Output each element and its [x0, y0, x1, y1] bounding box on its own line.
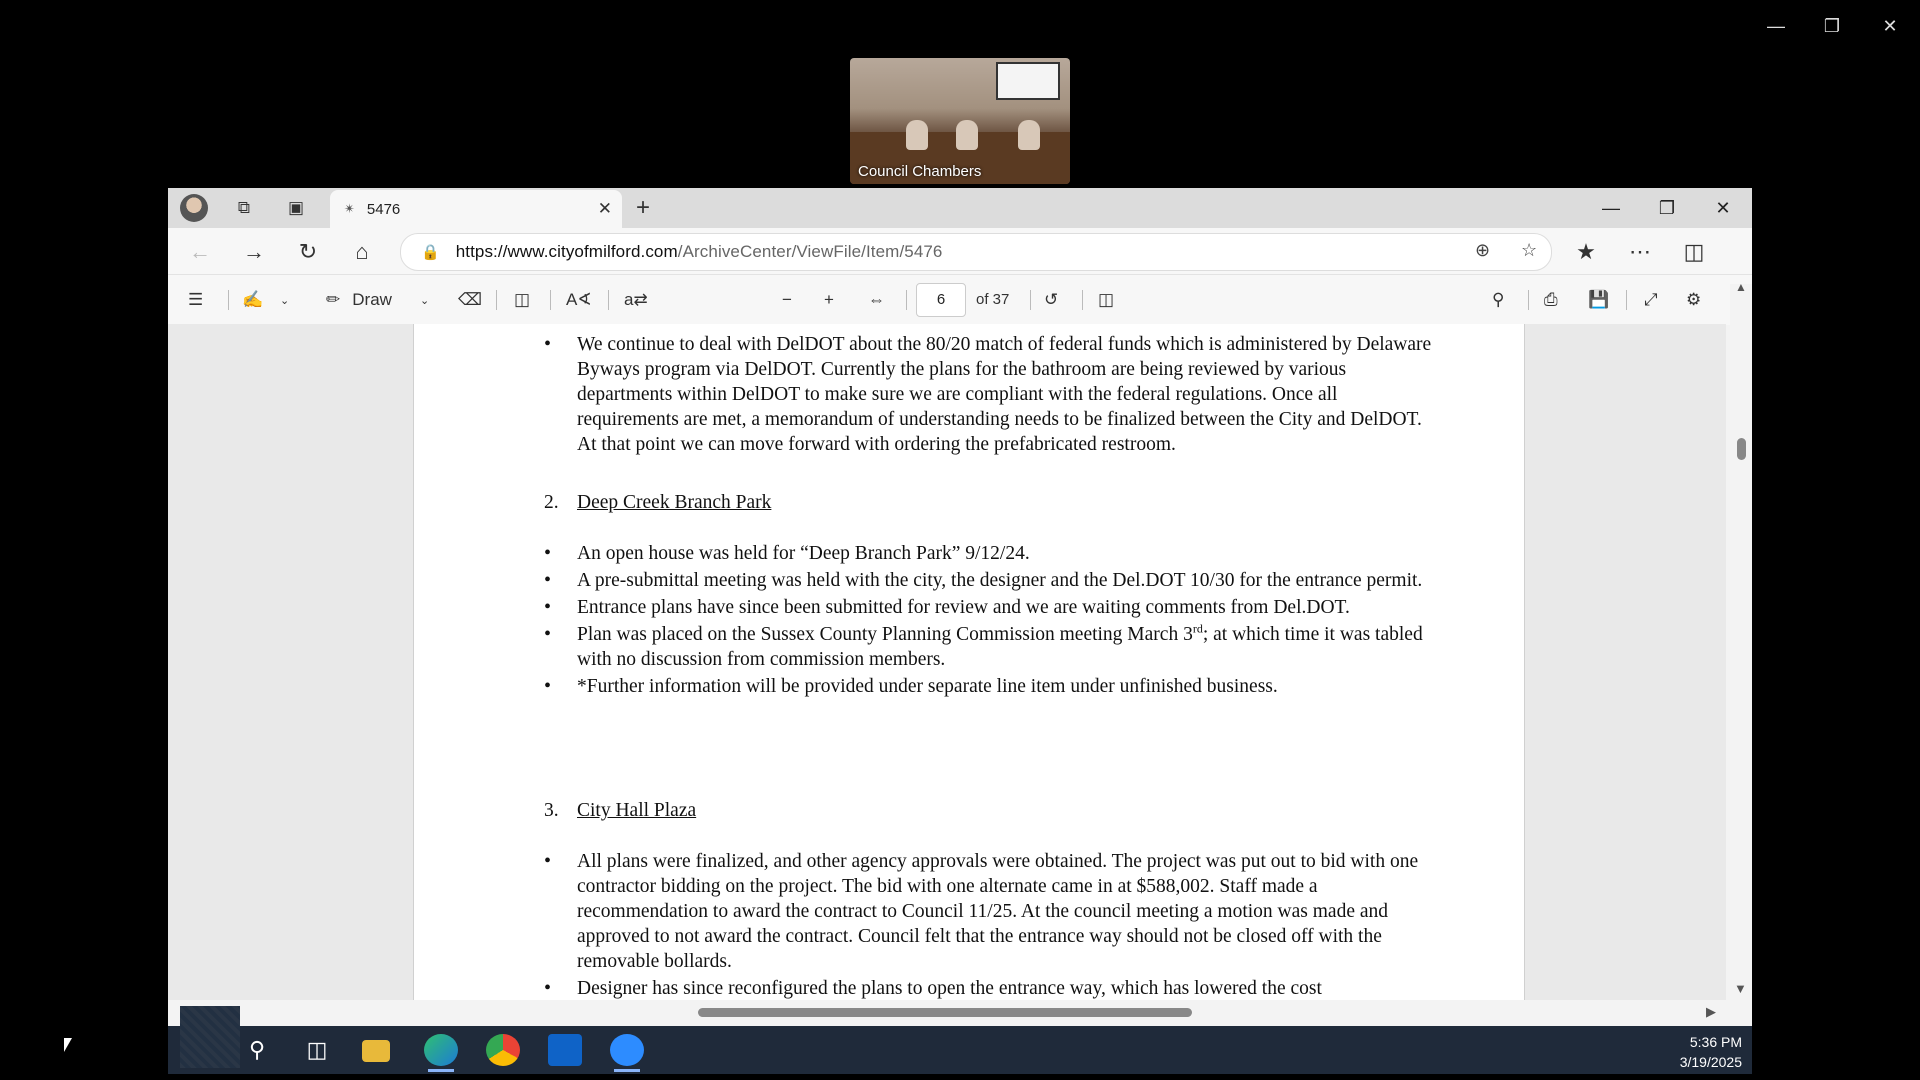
scroll-up-icon[interactable]: ▲: [1735, 280, 1747, 294]
minimize-button[interactable]: —: [1602, 197, 1620, 218]
vertical-scroll-thumb[interactable]: [1737, 438, 1746, 460]
save-icon[interactable]: 💾: [1588, 290, 1610, 309]
home-button[interactable]: ⌂: [355, 239, 369, 264]
section-title: Deep Creek Branch Park: [577, 492, 772, 513]
section-bullet-list: [414, 541, 1437, 699]
section-title: City Hall Plaza: [577, 800, 697, 821]
list-item: • Entrance plans have since been submitted for review and we are waiting comments from Del.DOT.: [577, 595, 1437, 620]
highlight-dropdown-icon[interactable]: ⌄: [280, 294, 290, 307]
sidebar-toggle-icon[interactable]: ◫: [1683, 239, 1705, 264]
draw-button[interactable]: [326, 288, 392, 312]
address-bar: [168, 228, 1752, 274]
zoom-icon[interactable]: ⊕: [1475, 240, 1491, 260]
more-menu-icon[interactable]: ⋯: [1629, 239, 1651, 264]
draw-dropdown-icon[interactable]: ⌄: [420, 294, 430, 307]
fullscreen-icon[interactable]: ⤢: [1644, 290, 1658, 309]
read-aloud-icon[interactable]: A∢: [566, 290, 592, 309]
rotate-icon[interactable]: ↺: [1044, 290, 1059, 309]
url-input[interactable]: [400, 233, 1552, 271]
toolbar-divider: [550, 290, 551, 310]
desktop-preview-tile[interactable]: [180, 1006, 240, 1068]
person-figure: [906, 120, 928, 150]
section-heading: [544, 490, 771, 515]
draw-pen-icon: ✏: [326, 290, 341, 309]
workspaces-icon[interactable]: ⧉: [237, 198, 251, 217]
outer-minimize-button[interactable]: —: [1767, 15, 1785, 36]
text-box-icon[interactable]: ◫: [514, 290, 531, 309]
chrome-icon[interactable]: [486, 1034, 520, 1066]
pdf-page: [413, 324, 1525, 1000]
refresh-button[interactable]: ↻: [298, 239, 318, 264]
zoom-in-icon[interactable]: +: [824, 290, 834, 309]
section-number: 3.: [544, 800, 559, 821]
tab-title: 5476: [366, 200, 401, 218]
toolbar-divider: [1528, 290, 1529, 310]
tab-active[interactable]: [330, 190, 622, 228]
system-clock[interactable]: [1680, 1032, 1742, 1072]
file-explorer-icon[interactable]: [362, 1040, 390, 1062]
browser-window: [168, 188, 1752, 1026]
draw-label: Draw: [352, 290, 392, 309]
section-heading: [544, 798, 696, 823]
horizontal-scrollbar[interactable]: [168, 1000, 1752, 1026]
task-view-icon[interactable]: ◫: [306, 1037, 328, 1062]
scroll-down-icon[interactable]: ▼: [1734, 981, 1747, 996]
lock-icon[interactable]: 🔒: [421, 244, 440, 261]
translate-icon[interactable]: a⇄: [624, 290, 648, 309]
favorites-icon[interactable]: ★: [1576, 239, 1596, 264]
horizontal-scroll-thumb[interactable]: [698, 1008, 1192, 1017]
plan-text-after: ; at which time it was tabled with no discussion from commission members.: [577, 624, 1423, 670]
list-item: [577, 622, 1437, 672]
new-tab-button[interactable]: +: [636, 194, 651, 221]
outer-close-button[interactable]: ✕: [1882, 15, 1898, 36]
section-number: 2.: [544, 492, 559, 513]
tab-actions-icon[interactable]: ▣: [287, 198, 305, 217]
video-label: Council Chambers: [858, 163, 982, 180]
list-item: • We continue to deal with DelDOT about the 80/20 match of federal funds which is administered by Delaware Byways program via DelDOT. Currently the plans for the bathroom are being reviewed by various departments within DelDOT to make sure we are compliant with the federal regulations. Once all requirements are met, a memorandum of understanding needs to be finalized between the City and DelDOT. At that point we can move forward with ordering the prefabricated restroom.: [577, 332, 1437, 457]
settings-gear-icon[interactable]: ⚙: [1686, 290, 1702, 309]
close-button[interactable]: ✕: [1715, 197, 1731, 218]
list-item: • Designer has since reconfigured the plans to open the entrance way, which has lowered the cost: [577, 976, 1437, 1000]
toolbar-divider: [1626, 290, 1627, 310]
url-path: /ArchiveCenter/ViewFile/Item/5476: [677, 242, 943, 261]
search-icon[interactable]: ⚲: [248, 1037, 266, 1062]
toolbar-divider: [1030, 290, 1031, 310]
page-number-input[interactable]: 6: [916, 283, 966, 317]
top-bullet-list: [414, 332, 1437, 457]
list-item: • All plans were finalized, and other agency approvals were obtained. The project was put out to bid with one contractor bidding on the project. The bid with one alternate came in at $588,002. Staff made a recommendation to award the contract to Council 11/25. At the council meeting a motion was made and approved to not award the contract. Council felt that the entrance way should not be closed off with the removable bollards.: [577, 849, 1437, 974]
contents-icon[interactable]: ☰: [188, 290, 204, 309]
list-item: • *Further information will be provided under separate line item under unfinished business.: [577, 674, 1437, 699]
vertical-scrollbar[interactable]: [1730, 280, 1752, 1000]
close-tab-icon[interactable]: ✕: [597, 199, 612, 218]
page-total: of 37: [976, 291, 1010, 308]
plan-text-sup: rd: [1192, 621, 1203, 636]
zoom-out-icon[interactable]: −: [782, 290, 792, 309]
edge-icon[interactable]: [424, 1034, 458, 1066]
tab-bar: [168, 188, 1752, 228]
toolbar-divider: [1082, 290, 1083, 310]
toolbar-divider: [608, 290, 609, 310]
eraser-icon[interactable]: ⌫: [458, 290, 483, 309]
toolbar-divider: [906, 290, 907, 310]
video-thumbnail[interactable]: [850, 58, 1070, 184]
forward-button[interactable]: →: [243, 239, 265, 264]
person-figure: [1018, 120, 1040, 150]
clock-time: 5:36 PM: [1689, 1034, 1742, 1050]
restore-button[interactable]: ❐: [1658, 197, 1676, 218]
zoom-app-icon[interactable]: [610, 1034, 644, 1066]
list-item: • An open house was held for “Deep Branch Park” 9/12/24.: [577, 541, 1437, 566]
outer-restore-button[interactable]: ❐: [1823, 15, 1841, 36]
toolbar-divider: [228, 290, 229, 310]
scroll-right-icon[interactable]: ▶: [1706, 1004, 1716, 1019]
list-item: • A pre-submittal meeting was held with the city, the designer and the Del.DOT 10/30 for the entrance permit.: [577, 568, 1437, 593]
print-icon[interactable]: ⎙: [1544, 290, 1558, 309]
clock-date: 3/19/2025: [1679, 1054, 1742, 1070]
url-text: [456, 242, 943, 262]
pdf-favicon-icon: ✴: [344, 201, 355, 216]
pdf-toolbar: [168, 274, 1752, 325]
search-icon[interactable]: ⚲: [1492, 290, 1505, 309]
fit-width-icon[interactable]: ⇔: [868, 290, 885, 309]
favorite-star-icon[interactable]: ☆: [1521, 240, 1538, 260]
page-view-icon[interactable]: ◫: [1098, 290, 1115, 309]
plan-text-before: Plan was placed on the Sussex County Planning Commission meeting March 3: [577, 624, 1193, 645]
mouse-pointer-icon: [64, 1038, 72, 1052]
highlight-icon[interactable]: ✍: [242, 290, 264, 309]
chamber-screen: [996, 62, 1060, 100]
person-figure: [956, 120, 978, 150]
pdf-viewer[interactable]: [168, 324, 1726, 1000]
taskbar: [168, 1026, 1752, 1074]
toolbar-divider: [496, 290, 497, 310]
back-button[interactable]: ←: [189, 239, 211, 264]
url-host: https://www.cityofmilford.com: [455, 242, 678, 261]
profile-avatar[interactable]: [180, 194, 208, 222]
outlook-icon[interactable]: [548, 1034, 582, 1066]
section-bullet-list: [414, 849, 1437, 1000]
